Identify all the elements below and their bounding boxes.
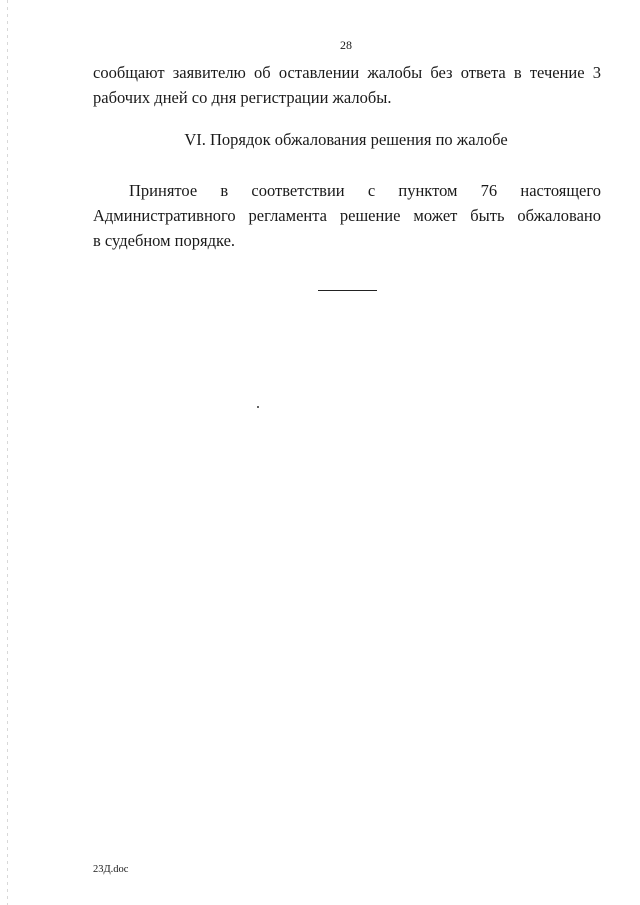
- end-divider-line: [318, 290, 377, 291]
- page-number: 28: [340, 38, 352, 52]
- footer-filename: 23Д.doc: [93, 864, 129, 875]
- paragraph-line: Принятое в соответствии с пунктом 76 настоящего: [129, 181, 601, 200]
- paragraph-line: в судебном порядке.: [93, 231, 236, 250]
- paragraph-complaint-response: [93, 60, 601, 110]
- scan-speck: [257, 406, 259, 408]
- paragraph-appeal-procedure: [93, 178, 601, 253]
- paragraph-line: Административного регламента решение может быть обжаловано: [93, 206, 601, 225]
- paragraph-line: рабочих дней со дня регистрации жалобы.: [93, 88, 392, 107]
- section-heading: VI. Порядок обжалования решения по жалобе: [184, 130, 508, 149]
- paragraph-line: сообщают заявителю об оставлении жалобы без ответа в течение 3: [93, 63, 601, 82]
